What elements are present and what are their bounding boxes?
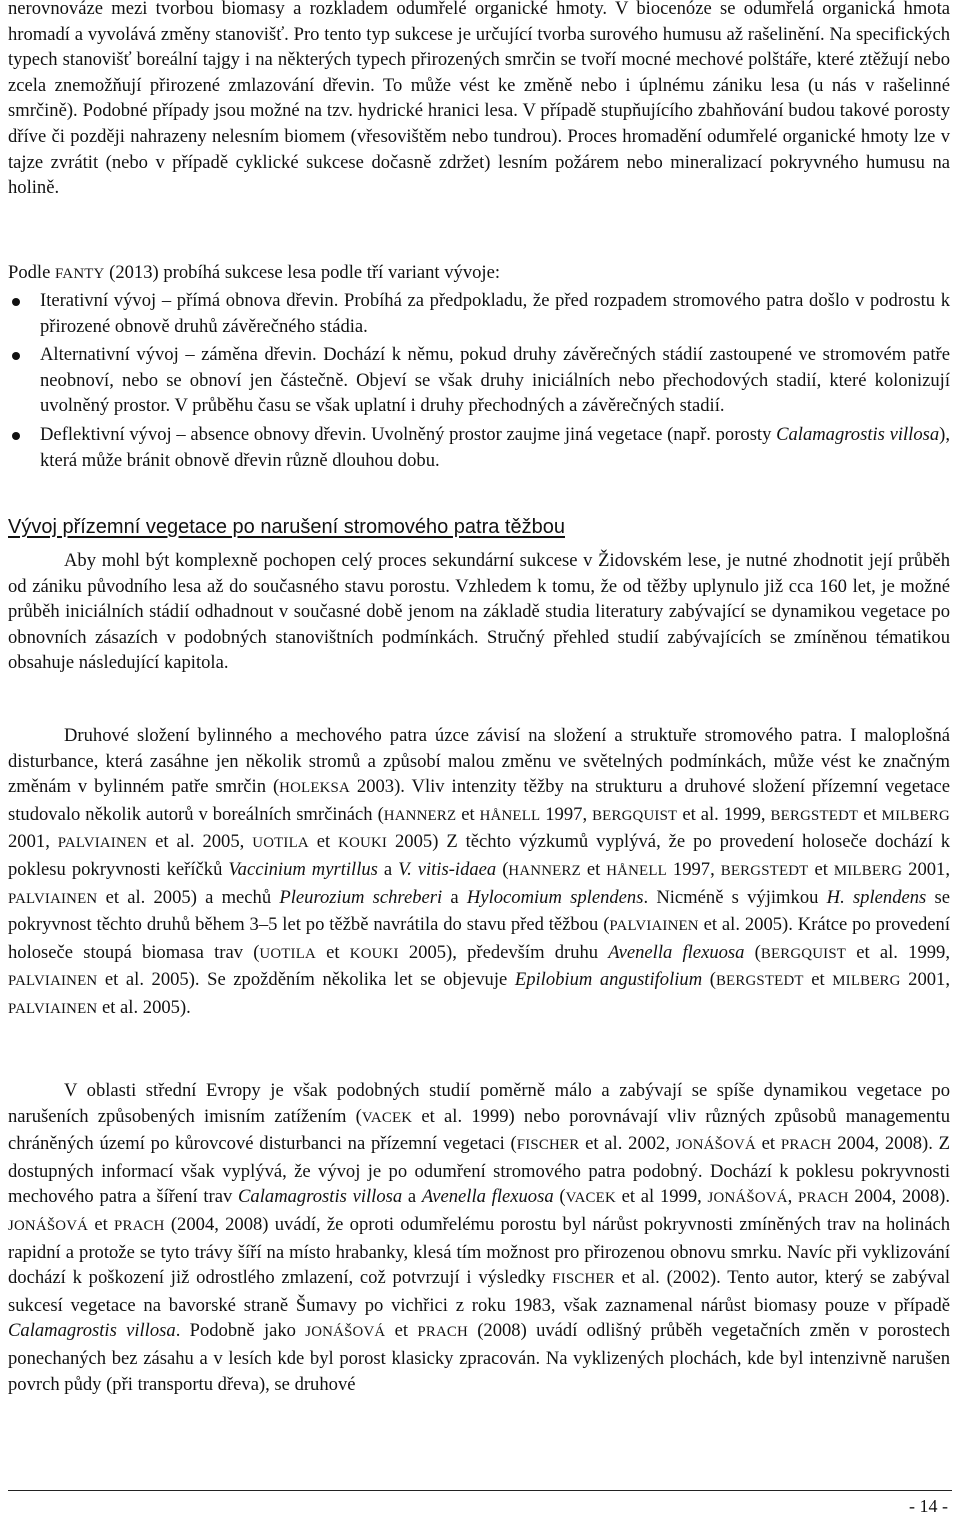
text-run: a <box>402 1186 422 1208</box>
species-name: Avenella flexuosa <box>421 1186 554 1208</box>
author-name: KOUKI <box>338 835 388 852</box>
paragraph-overview-text: Aby mohl být komplexně pochopen celý proces sekundární sukcese v Židovském lese, je nutné zhodnotit její průběh od zániku původního lesa až do současného stavu porostu. Vzhledem k tomu, že od těžby uplynulo již cca 160 let, je možné průběh iniciálních stádií odhadnout v současné době jenom na základě studia literatury zabývající se dynamikou vegetace po obnovních zásazích v podobných stanovištních podmínkách. Stručný přehled studií zabývajících se zmíněnou tématikou obsahuje následující kapitola. <box>8 550 950 674</box>
author-name: JONÁŠOVÁ <box>707 1190 788 1207</box>
list-item <box>8 288 950 339</box>
page-number: - 14 - <box>909 1496 948 1516</box>
author-name: VACEK <box>361 1109 413 1126</box>
footer-rule <box>8 1490 952 1491</box>
text-run: 2001, <box>902 858 950 880</box>
author-name: JONÁŠOVÁ <box>8 1217 89 1234</box>
variant-list <box>8 288 950 473</box>
bullet-icon <box>12 352 20 360</box>
text-run: et <box>580 858 607 880</box>
author-name: JONÁŠOVÁ <box>305 1324 386 1341</box>
text-run: 2005), především druhu <box>398 941 609 963</box>
text-run: et <box>385 1320 418 1342</box>
author-name: BERGSTEDT <box>720 862 809 879</box>
list-item <box>8 342 950 419</box>
text-run: (2004, 2008) uvádí, že oproti odumřelému porostu byl nárůst pokryvnosti zmíněných trav na holinách rapidní a protože se tyto trávy šíří na místo hrabanky, klesá tím možnost pro přirozenou obnovu smrku. Navíc při vyklizování dochází k poškození již odrostlého zmlazení, což potvrzují i výsledky <box>8 1213 951 1289</box>
list-item-text: Alternativní vývoj – záměna dřevin. Dochází k němu, pokud druhy závěrečných stádií zastoupené ve stromovém patře neobnoví, nebo se obnoví jen částečně. Objeví se však druhy iniciálních nebo přechodových stadií, které kolonizují uvolněný prostor. V průběhu času se však uplatní i druhy přechodných a závěrečných stadií. <box>40 344 950 417</box>
paragraph-intro-text: nerovnováze mezi tvorbou biomasy a rozkladem odumřelé organické hmoty. V biocenóze se odumřelá organická hmota hromadí a vyvolává změny stanovišť. Pro tento typ sukcese je určující tvorba surového humusu až rašelinění. Na specifických typech stanovišť boreální tajgy i na některých typech přirozených smrčin se tvoří mocné mechové polštáře, které ztěžují nebo zcela znemožňují přirozené zmlazování dřevin. To může vést ke změně nebo i úplnému zániku lesa (u nás v rašelinné smrčině). Podobné případy jsou možné na tzv. hydrické hranici lesa. V případě stupňujícího zbahňování budou takové porosty dříve či později nahrazeny nelesním biomem (vřesovištěm nebo tundrou). Proces hromadění odumřelé organické hmoty lze v tajze zvrátit (nebo v případě cyklické sukcese dočasně zdržet) lesním požárem nebo mineralizací pokryvného humusu na holině. <box>8 0 950 199</box>
text-run: ( <box>744 941 761 963</box>
text-run: et <box>88 1213 115 1235</box>
author-name: MILBERG <box>832 973 901 990</box>
author-name: BERGQUIST <box>592 807 678 824</box>
text-run: 1997, <box>540 803 593 825</box>
author-name: HOLEKSA <box>279 780 350 797</box>
text-run: et al. 1999, <box>846 941 950 963</box>
fanty-pre: Podle <box>8 262 56 283</box>
text-run: et <box>755 1133 781 1155</box>
author-name: BERGQUIST <box>760 945 847 962</box>
author-name: HANNERZ <box>508 862 581 879</box>
list-item-text: Deflektivní vývoj – absence obnovy dřevin. Uvolněný prostor zaujme jiná vegetace (např. porosty <box>40 423 777 445</box>
text-run: et al. 2005) a mechů <box>97 886 280 908</box>
text-run: Druhové složení bylinného a mechového patra úzce závisí na složení a struktuře stromového patra. I maloplošná disturbance, která zasáhne jen několik stromů a způsobí malou změnu ve světelných podmínkách, může vést ke značným změnám v bylinném patře smrčin ( <box>8 725 950 798</box>
author-name: UOTILA <box>259 945 316 962</box>
text-run: et <box>315 941 350 963</box>
text-run: a <box>442 886 467 908</box>
text-run: 2004, 2008). <box>848 1186 950 1208</box>
bullet-icon <box>12 298 20 306</box>
text-run: ( <box>702 969 716 991</box>
text-run: ( <box>496 858 509 880</box>
author-name: PALVIAINEN <box>57 835 148 852</box>
author-name: PRACH <box>114 1217 165 1234</box>
text-run: V oblasti střední Evropy je však podobných studií poměrně málo a zabývají se spíše dynamikou vegetace po narušeních způsobených imisním zatížením ( <box>8 1080 950 1127</box>
species-name: Vaccinium myrtillus <box>228 858 378 880</box>
text-run: et <box>803 969 833 991</box>
text-run: (2008) uvádí odlišný průběh vegetačních změn v porostech ponechaných bez zásahu a v lesích kde byl porost klasicky zpracován. Na vyklizených plochách, kde byl intenzivně narušen povrch půdy (při transportu dřeva), se druhové <box>8 1320 951 1395</box>
species-name: Calamagrostis villosa <box>238 1186 403 1208</box>
paragraph-intro <box>8 0 950 201</box>
text-run: et <box>858 803 882 825</box>
species-name: Pleurozium schreberi <box>279 886 443 908</box>
author-name: PALVIAINEN <box>8 973 98 990</box>
author-name: PRACH <box>798 1190 849 1207</box>
text-run: 2001, <box>900 969 950 991</box>
text-run: 2003). Vliv intenzity těžby na strukturu a druhové složení přízemní vegetace studovalo několik autorů v boreálních smrčinách ( <box>8 776 950 825</box>
text-run: et al. 2005, <box>147 831 253 853</box>
text-run: et <box>808 858 834 880</box>
text-run: , <box>787 1186 799 1208</box>
author-name: PALVIAINEN <box>609 918 699 935</box>
author-name: VACEK <box>565 1190 616 1207</box>
species-name: V. vitis-idaea <box>398 858 497 880</box>
species-name: Hylocomium splendens <box>466 886 644 908</box>
paragraph-fanty <box>8 260 950 288</box>
list-item-text: Iterativní vývoj – přímá obnova dřevin. Probíhá za předpokladu, že před rozpadem stromového patra došlo v podrostu k přirozené obnově druhů závěrečného stádia. <box>40 290 950 337</box>
author-name: UOTILA <box>252 835 309 852</box>
author-name: PALVIAINEN <box>8 890 98 907</box>
text-run: et al. 2005). Krátce po provedení holoseče stoupá biomasa trav ( <box>8 914 951 963</box>
paragraph-central-europe <box>8 1078 950 1397</box>
bullet-icon <box>12 432 20 440</box>
author-name: JONÁŠOVÁ <box>675 1137 756 1154</box>
text-run: et al. 1999) nebo porovnávají vliv různých způsobů managementu chráněných území po kůrovcové disturbanci na přízemní vegetaci ( <box>8 1105 950 1155</box>
species-name: H. splendens <box>826 886 927 908</box>
list-item-text-end: ), která může bránit obnově dřevin různě dlouhou dobu. <box>40 423 951 471</box>
text-run: ( <box>553 1186 566 1208</box>
text-run: 2001, <box>8 831 58 853</box>
fanty-post: (2013) probíhá sukcese lesa podle tří variant vývoje: <box>104 262 501 283</box>
author-name: PRACH <box>780 1137 832 1154</box>
list-item <box>8 422 950 473</box>
author-name: HANNERZ <box>383 807 457 824</box>
text-run: et al. 2005). <box>97 996 191 1018</box>
text-run: . Nicméně s výjimkou <box>643 886 827 908</box>
paragraph-overview <box>8 548 950 676</box>
list-item-italic: Calamagrostis villosa <box>776 423 940 445</box>
species-name: Avenella flexuosa <box>608 941 745 963</box>
text-run: 2004, 2008). Z dostupných informací však vyplývá, že vývoj je po odumření stromového patra podobný. Dochází k poklesu pokryvnosti mechového patra a šíření trav <box>8 1133 951 1208</box>
species-name: Epilobium angustifolium <box>514 969 703 991</box>
species-name: Calamagrostis villosa <box>8 1320 176 1342</box>
text-run: et <box>456 803 480 825</box>
author-name: HÅNELL <box>606 862 667 879</box>
text-run: et al. 2002, <box>579 1133 676 1155</box>
text-run: et al 1999, <box>615 1186 708 1208</box>
paragraph-boreal <box>8 723 950 1023</box>
text-run: a <box>377 858 399 880</box>
author-name: BERGSTEDT <box>715 973 804 990</box>
text-run: se pokryvnost těchto druhů během 3–5 let po těžbě navrátila do stavu před těžbou ( <box>8 886 950 936</box>
author-name: BERGSTEDT <box>770 807 859 824</box>
author-name: MILBERG <box>881 807 950 824</box>
section-heading: Vývoj přízemní vegetace po narušení stromového patra těžbou <box>8 516 565 538</box>
author-name: HÅNELL <box>479 807 541 824</box>
text-run: 2005) Z těchto výzkumů vyplývá, že po provedení holoseče dochází k poklesu pokryvnosti keříčků <box>8 831 951 880</box>
author-name: FISCHER <box>516 1137 580 1154</box>
text-run: et al. (2002). Tento autor, který se zabýval sukcesí vegetace na bavorské straně Šumavy po vichřici z roku 1983, však zaznamenal nárůst biomasy pouze v případě <box>8 1267 950 1316</box>
fanty-author: FANTY <box>55 266 105 282</box>
text-run: . Podobně jako <box>175 1320 306 1342</box>
author-name: FISCHER <box>552 1271 615 1288</box>
text-run: et al. 1999, <box>677 803 771 825</box>
author-name: KOUKI <box>349 945 399 962</box>
text-run: et <box>308 831 339 853</box>
text-run: 1997, <box>666 858 721 880</box>
author-name: PALVIAINEN <box>8 1000 98 1017</box>
text-run: et al. 2005). Se zpožděním několika let se objevuje <box>97 969 515 991</box>
author-name: PRACH <box>417 1324 468 1341</box>
author-name: MILBERG <box>833 862 903 879</box>
